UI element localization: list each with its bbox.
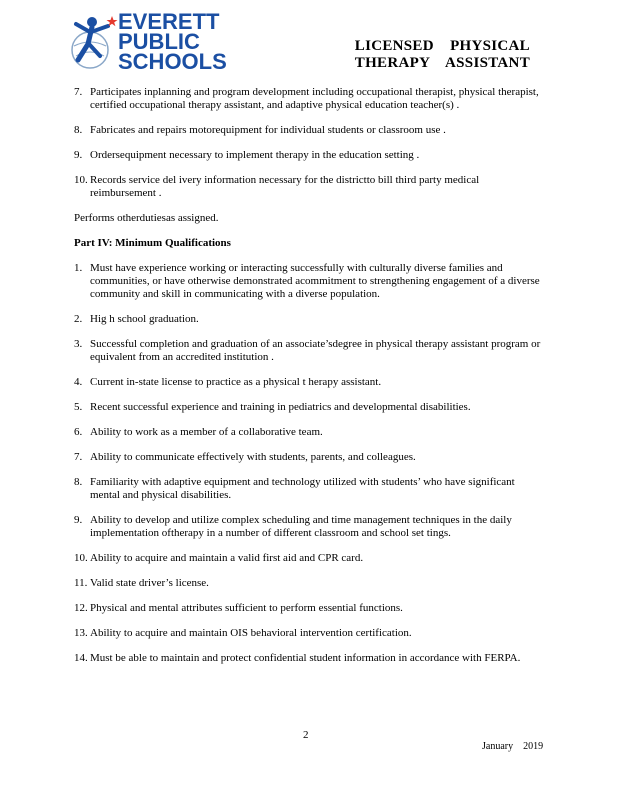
document-title — [355, 38, 530, 72]
item-number: 9. — [74, 149, 83, 161]
list-item — [74, 401, 544, 414]
logo-line-everett: EVERETT — [118, 9, 220, 34]
item-number: 8. — [74, 476, 83, 488]
item-number: 10. — [74, 174, 88, 186]
list-item — [74, 451, 544, 464]
list-item — [74, 602, 544, 615]
item-text: Physical and mental attributes sufficient to perform essential functions. — [90, 602, 403, 614]
item-text: Participates inplanning and program development including occupational therapist, physical therapist, certified occupational therapy assistant, and adaptive physical education teacher(s) . — [90, 86, 539, 111]
item-text: Ability to communicate effectively with students, parents, and colleagues. — [90, 451, 416, 463]
item-text: Ability to work as a member of a collaborative team. — [90, 426, 323, 438]
list-item — [74, 627, 544, 640]
title-line-2: THERAPY ASSISTANT — [354, 55, 530, 71]
item-text: Ability to acquire and maintain a valid first aid and CPR card. — [90, 552, 364, 564]
list-item — [74, 149, 544, 162]
item-number: 2. — [74, 313, 83, 325]
item-number: 3. — [74, 338, 83, 350]
item-number: 7. — [74, 86, 83, 98]
list-item — [74, 577, 544, 590]
item-text: Must be able to maintain and protect confidential student information in accordance with FERPA. — [90, 652, 521, 664]
item-number: 10. — [74, 552, 88, 564]
list-item — [74, 426, 544, 439]
item-number: 14. — [74, 652, 88, 664]
everett-public-schools-logo — [68, 9, 248, 78]
item-number: 8. — [74, 124, 83, 136]
list-item — [74, 514, 544, 540]
item-text: Hig h school graduation. — [90, 313, 199, 325]
item-number: 9. — [74, 514, 83, 526]
document-body — [74, 86, 544, 677]
list-item — [74, 174, 544, 200]
item-text: Familiarity with adaptive equipment and technology utilized with students’ who have significant mental and physical disabilities. — [90, 476, 515, 501]
title-line-1: LICENSED PHYSICAL — [354, 38, 530, 54]
item-text: Current in-state license to practice as a physical t herapy assistant. — [90, 376, 382, 388]
logo-emblem-icon — [68, 12, 118, 78]
other-duties-text: Performs otherdutiesas assigned. — [74, 212, 219, 224]
list-item — [74, 124, 544, 137]
page-number: 2 — [303, 729, 309, 741]
logo-line-schools: SCHOOLS — [118, 49, 227, 74]
footer-date: January 2019 — [482, 741, 544, 752]
item-number: 11. — [74, 577, 88, 589]
list-item — [74, 552, 544, 565]
item-text: Ability to acquire and maintain OIS behavioral intervention certification. — [90, 627, 412, 639]
list-item — [74, 338, 544, 364]
item-text: Ability to develop and utilize complex scheduling and time management techniques in the daily implementation oftherapy in a number of different classroom and school set tings. — [90, 514, 512, 539]
section-heading-part-iv: Part IV: Minimum Qualifications — [74, 237, 231, 249]
item-number: 6. — [74, 426, 83, 438]
logo-line-public: PUBLIC — [118, 29, 200, 54]
item-number: 7. — [74, 451, 83, 463]
item-text: Ordersequipment necessary to implement therapy in the education setting . — [90, 149, 420, 161]
list-item — [74, 86, 544, 112]
logo-wordmark — [118, 9, 227, 74]
list-item — [74, 476, 544, 502]
list-item — [74, 376, 544, 389]
item-number: 4. — [74, 376, 83, 388]
item-number: 13. — [74, 627, 88, 639]
duties-list — [74, 86, 544, 200]
qualifications-list — [74, 262, 544, 665]
item-text: Fabricates and repairs motorequipment for individual students or classroom use . — [90, 124, 446, 136]
list-item — [74, 262, 544, 301]
item-number: 12. — [74, 602, 88, 614]
item-number: 5. — [74, 401, 83, 413]
list-item — [74, 313, 544, 326]
item-text: Successful completion and graduation of an associate’sdegree in physical therapy assistant program or equivalent from an accredited institution . — [90, 338, 541, 363]
item-text: Valid state driver’s license. — [90, 577, 209, 589]
item-number: 1. — [74, 262, 83, 274]
item-text: Must have experience working or interacting successfully with culturally diverse families and communities, or have otherwise demonstrated acommitment to strengthening engagement of a diverse community and skill in communicating with a diverse population. — [90, 262, 540, 300]
item-text: Recent successful experience and training in pediatrics and developmental disabilities. — [90, 401, 471, 413]
item-text: Records service del ivery information necessary for the districtto bill third party medical reimbursement . — [90, 174, 480, 199]
list-item — [74, 652, 544, 665]
